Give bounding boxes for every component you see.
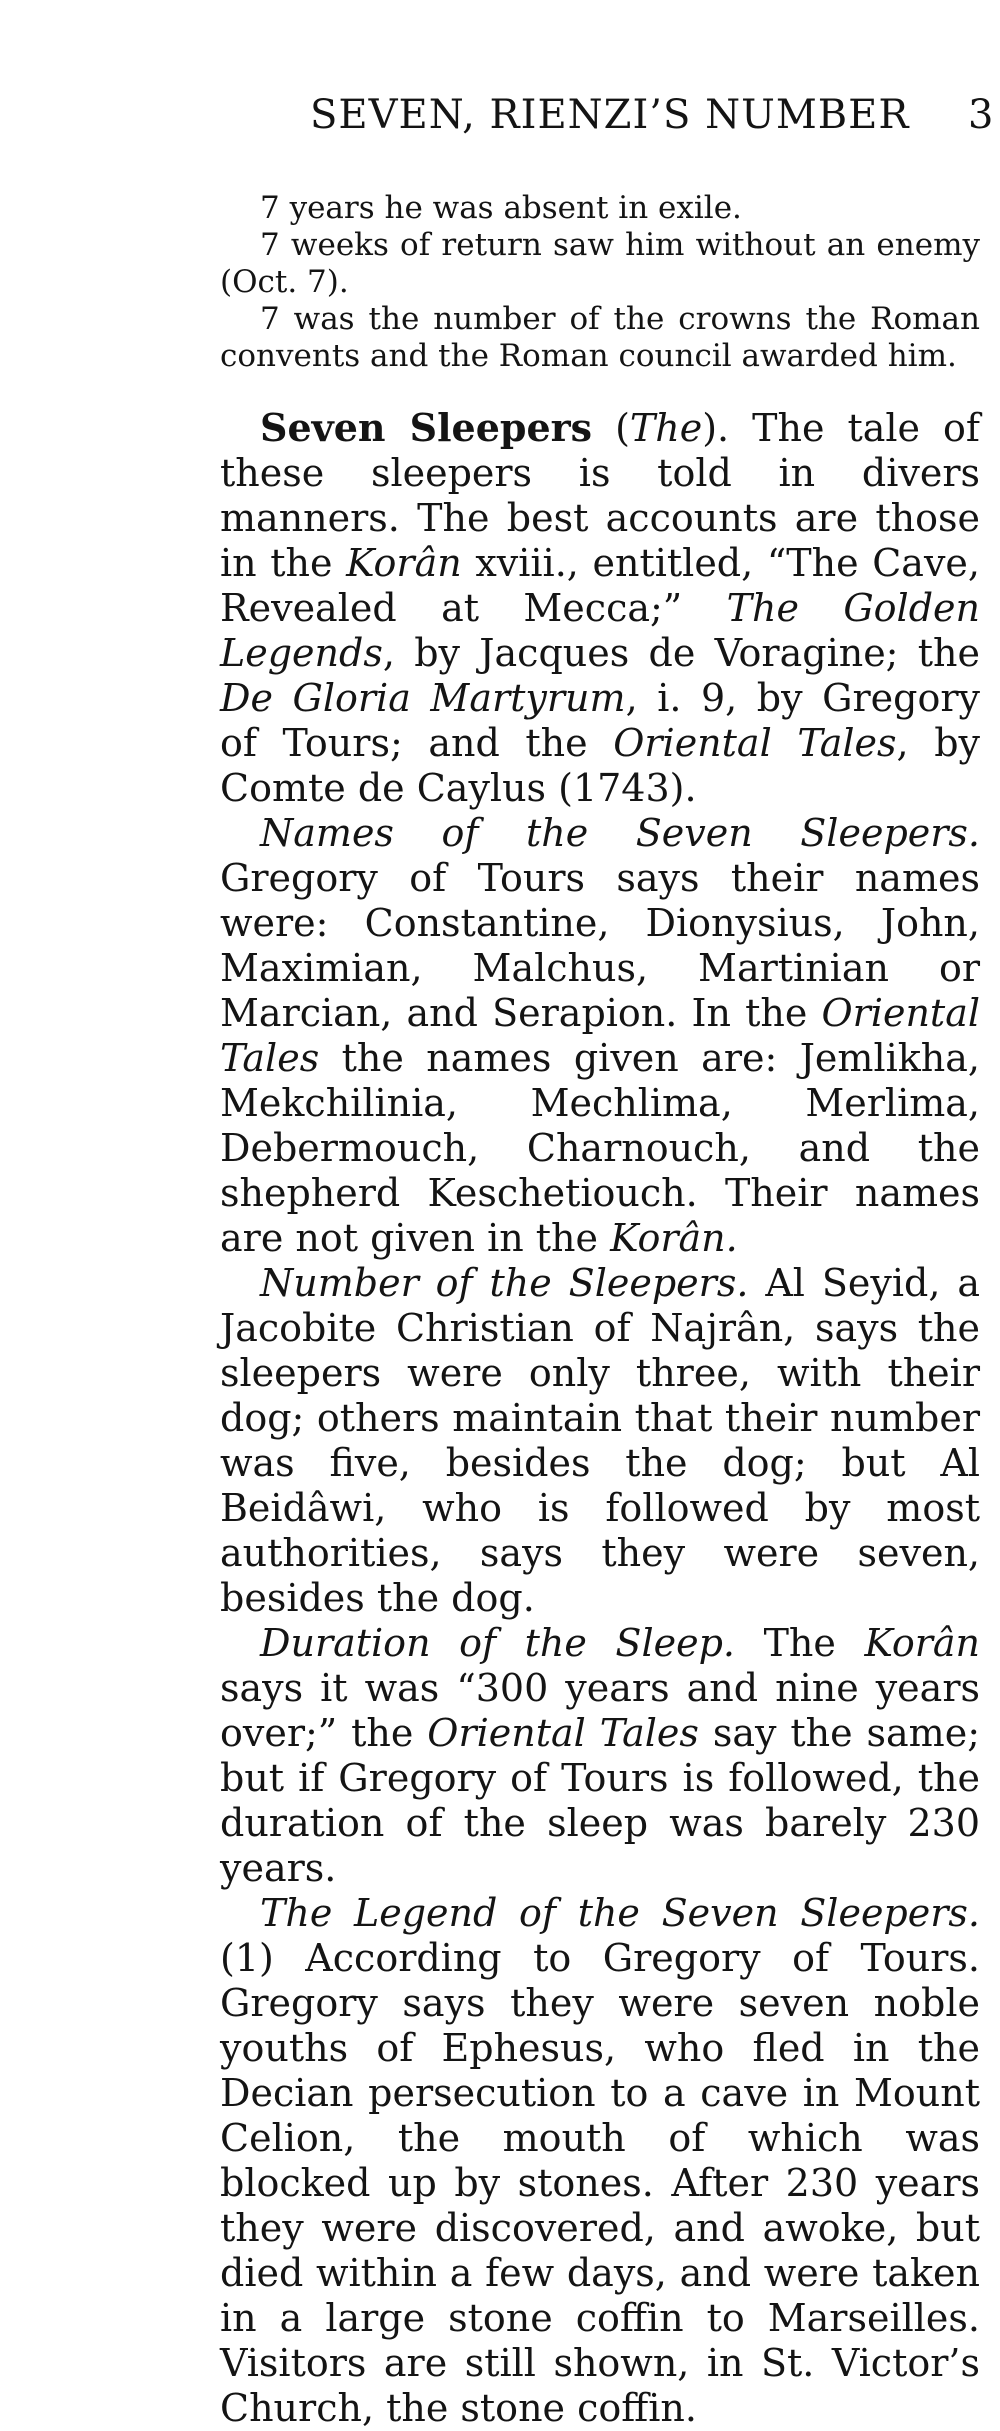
duration-text: says it was “300 years and nine years over;” the: [220, 1666, 980, 1755]
rienzi-line: 7 years he was absent in exile.: [260, 190, 742, 226]
rienzi-line: 7 was the number of the crowns the Roman convents and the Roman council awarded him.: [220, 301, 980, 374]
page-number: 3: [968, 92, 995, 138]
rienzi-line: 7 weeks of return saw him without an enemy (Oct. 7).: [220, 227, 980, 300]
italic-title: Korân: [346, 541, 462, 585]
italic-title: Korân.: [610, 1216, 738, 1260]
names-text: Gregory of Tours says their names were: Constantine, Dionysius, John, Maximian, Malchus, Martinian or Marcian, and Serapion. In the: [220, 856, 980, 1035]
entry-intro-paragraph: Seven Sleepers (The). The tale of these sleepers is told in divers manners. The best accounts are those in the Korân xviii., entitled, “The Cave, Revealed at Mecca;” The Golden Legends, by Jacques de Voragine; the De Gloria Martyrum, i. 9, by Gregory of Tours; and the Oriental Tales, by Comte de Caylus (1743).: [220, 405, 980, 810]
number-paragraph: [220, 1261, 980, 1621]
duration-text: say the same; but if Gregory of Tours is followed, the duration of the sleep was barely 230 years.: [220, 1711, 980, 1890]
intro-text: , by Jacques de Voragine; the: [382, 631, 980, 675]
headword-note: The: [629, 406, 703, 450]
duration-paragraph: [220, 1621, 980, 1891]
names-text: the names given are: Jemlikha, Mekchilinia, Mechlima, Merlima, Debermouch, Charnouch, and the shepherd Keschetiouch. Their names are not given in the: [220, 1036, 980, 1260]
rienzi-list: [220, 190, 980, 375]
page-title: SEVEN, RIENZI’S NUMBER: [310, 92, 910, 138]
italic-title: Korân: [864, 1621, 981, 1665]
intro-text: . The tale of these sleepers is told in divers manners. The best accounts are those in the: [220, 406, 980, 585]
italic-title: Oriental Tales: [427, 1711, 699, 1755]
number-text: Al Seyid, a Jacobite Christian of Najrân, says the sleepers were only three, with their dog; others maintain that their number was five, besides the dog; but Al Beidâwi, who is followed by most authorities, says they were seven, besides the dog.: [220, 1261, 980, 1620]
legend-text: (1) According to Gregory of Tours. Gregory says they were seven noble youths of Ephesus, who fled in the Decian persecution to a cave in Mount Celion, the mouth of which was blocked up by stones. After 230 years they were discovered, and awoke, but died within a few days, and were taken in a large stone coffin to Marseilles. Visitors are still shown, in St. Victor’s Church, the stone coffin.: [220, 1936, 980, 2430]
seven-sleepers-entry: [220, 405, 980, 2431]
section-heading: Number of the Sleepers.: [260, 1261, 749, 1305]
intro-text: , i. 9, by Gregory of Tours; and the: [220, 676, 980, 765]
duration-text: The: [735, 1621, 865, 1665]
intro-text: xviii., entitled, “The Cave, Revealed at Mecca;”: [220, 541, 980, 630]
running-header: [0, 92, 1000, 152]
italic-title: The Golden Legends: [220, 586, 980, 675]
italic-title: Oriental Tales: [613, 721, 897, 765]
section-heading: The Legend of the Seven Sleepers.: [260, 1891, 980, 1935]
section-heading: Names of the Seven Sleepers.: [260, 811, 980, 855]
entry-headword: Seven Sleepers: [260, 405, 593, 450]
intro-text: , by Comte de Caylus (1743).: [220, 721, 980, 810]
italic-title: De Gloria Martyrum: [220, 676, 626, 720]
section-heading: Duration of the Sleep.: [260, 1621, 735, 1665]
legend-paragraph: [220, 1891, 980, 2431]
italic-title: Oriental Tales: [220, 991, 980, 1080]
names-paragraph: [220, 811, 980, 1261]
